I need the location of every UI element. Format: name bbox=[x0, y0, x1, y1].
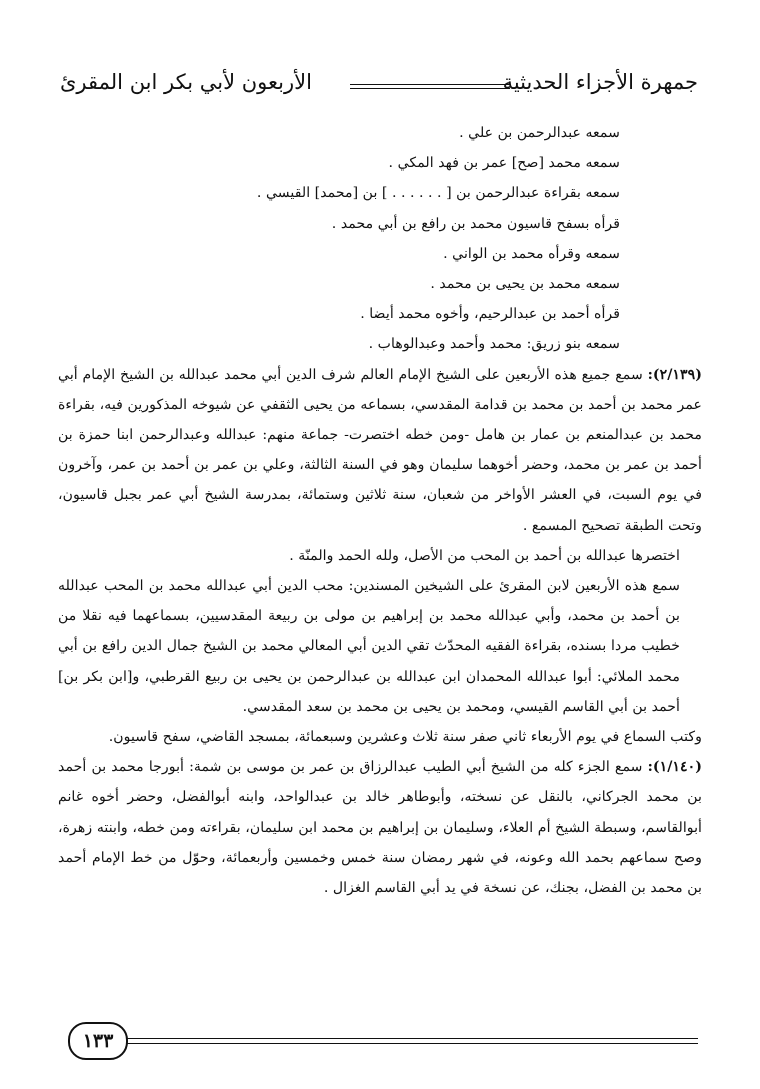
audition-line: سمعه محمد [صح] عمر بن فهد المكي . bbox=[388, 155, 620, 172]
page-footer bbox=[60, 1020, 698, 1060]
paragraph-note: اختصرها عبدالله بن أحمد بن المحب من الأصل، ولله الحمد والمنّة . bbox=[289, 547, 680, 564]
audition-line: سمعه بنو زريق: محمد وأحمد وعبدالوهاب . bbox=[368, 336, 620, 353]
footer-rule-secondary bbox=[120, 1043, 698, 1044]
page-number: ١٣٣ bbox=[68, 1022, 128, 1060]
header-rule-secondary bbox=[350, 88, 510, 89]
paragraph-colophon: وكتب السماع في يوم الأربعاء ثاني صفر سنة ثلاث وعشرين وسبعمائة، بمسجد القاضي، سفح قاسيون. bbox=[108, 729, 702, 746]
paragraph-audition: سمع هذه الأربعين لابن المقرئ على الشيخين المسندين: محب الدين أبي عبدالله محمد بن المحب عبدالله بن أحمد بن محمد، وأبي عبدالله محمد بن إبراهيم بن مولى بن ربيعة المقدسيين، بسماعهما فيه نقلا من خطيب مردا بسنده، بقراءة الفقيه المحدّث تقي الدين أبي المعالي محمد بن الشيخ جمال الدين رافع بن أبي محمد الملائي: أبوا عبدالله المحمدان ابن عبدالله بن عبدالرحمن بن يحيى بن ربيع القرطبي، و[ابن بكر بن] أحمد بن أبي القاسم القيسي، ومحمد بن يحيى بن محمد بن سعد المقدسي. bbox=[58, 578, 680, 715]
header-rule bbox=[350, 84, 510, 85]
paragraph-reference: (٢/١٣٩): bbox=[647, 366, 702, 383]
paragraph-reference: (١/١٤٠): bbox=[647, 759, 702, 776]
audition-line: سمعه وقرأه محمد بن الواني . bbox=[443, 245, 620, 262]
page-body bbox=[58, 118, 702, 903]
footer-rule bbox=[120, 1038, 698, 1039]
section-title: الأربعون لأبي بكر ابن المقرئ bbox=[60, 70, 312, 94]
page-header bbox=[60, 58, 698, 102]
audition-line: قرأه بسفح قاسيون محمد بن رافع بن أبي محمد . bbox=[331, 215, 620, 232]
audition-line: قرأه أحمد بن عبدالرحيم، وأخوه محمد أيضا . bbox=[360, 306, 620, 323]
audition-line: سمعه بقراءة عبدالرحمن بن [ . . . . . . ] بن [محمد] القيسي . bbox=[256, 185, 620, 202]
paragraph-139 bbox=[58, 360, 702, 541]
book-title: جمهرة الأجزاء الحديثية bbox=[502, 70, 698, 94]
audition-line: سمعه محمد بن يحيى بن محمد . bbox=[430, 276, 620, 293]
paragraph-text: سمع جميع هذه الأربعين على الشيخ الإمام العالم شرف الدين أبي محمد عبدالله بن الشيخ الإمام أبي عمر محمد بن أحمد بن محمد بن قدامة المقدسي، بسماعه من يحيى الثقفي عن شيوخه المذكورين فيه، بقراءة محمد بن عبدالمنعم بن عمار بن هامل -ومن خطه اختصرت- جماعة منهم: عبدالله وعبدالرحمن ابنا حمزة بن أحمد بن عمر بن محمد، وحضر أخوهما سليمان وهو في السنة الثالثة، وعلي بن عمر بن أحمد بن عمر، وآخرون في يوم السبت، في العشر الأواخر من شعبان، سنة ثلاثين وستمائة، بمدرسة الشيخ أبي عمر بجبل قاسيون، وتحت الطبقة تصحيح المسمع . bbox=[58, 366, 702, 534]
audition-line: سمعه عبدالرحمن بن علي . bbox=[459, 125, 620, 141]
paragraph-text: سمع الجزء كله من الشيخ أبي الطيب عبدالرزاق بن عمر بن موسى بن شمة: أبورجا محمد بن أحمد بن محمد الجركاني، بالنقل عن نسخته، وأبوطاهر خالد بن عبدالواحد، وابنه أبوالفضل، وحضر أخوه غانم أبوالقاسم، وسبطة الشيخ أم العلاء، وسليمان بن إبراهيم بن محمد ابن سليمان، بقراءته ومن خطه، وابنته زهرة، وصح سماعهم بحمد الله وعونه، في شهر رمضان سنة خمس وخمسين وأربعمائة، وحوّل من خط الإمام أحمد بن محمد بن الفضل، بجنك، عن نسخة في يد أبي القاسم الغزال . bbox=[58, 759, 702, 897]
paragraph-140 bbox=[58, 752, 702, 903]
